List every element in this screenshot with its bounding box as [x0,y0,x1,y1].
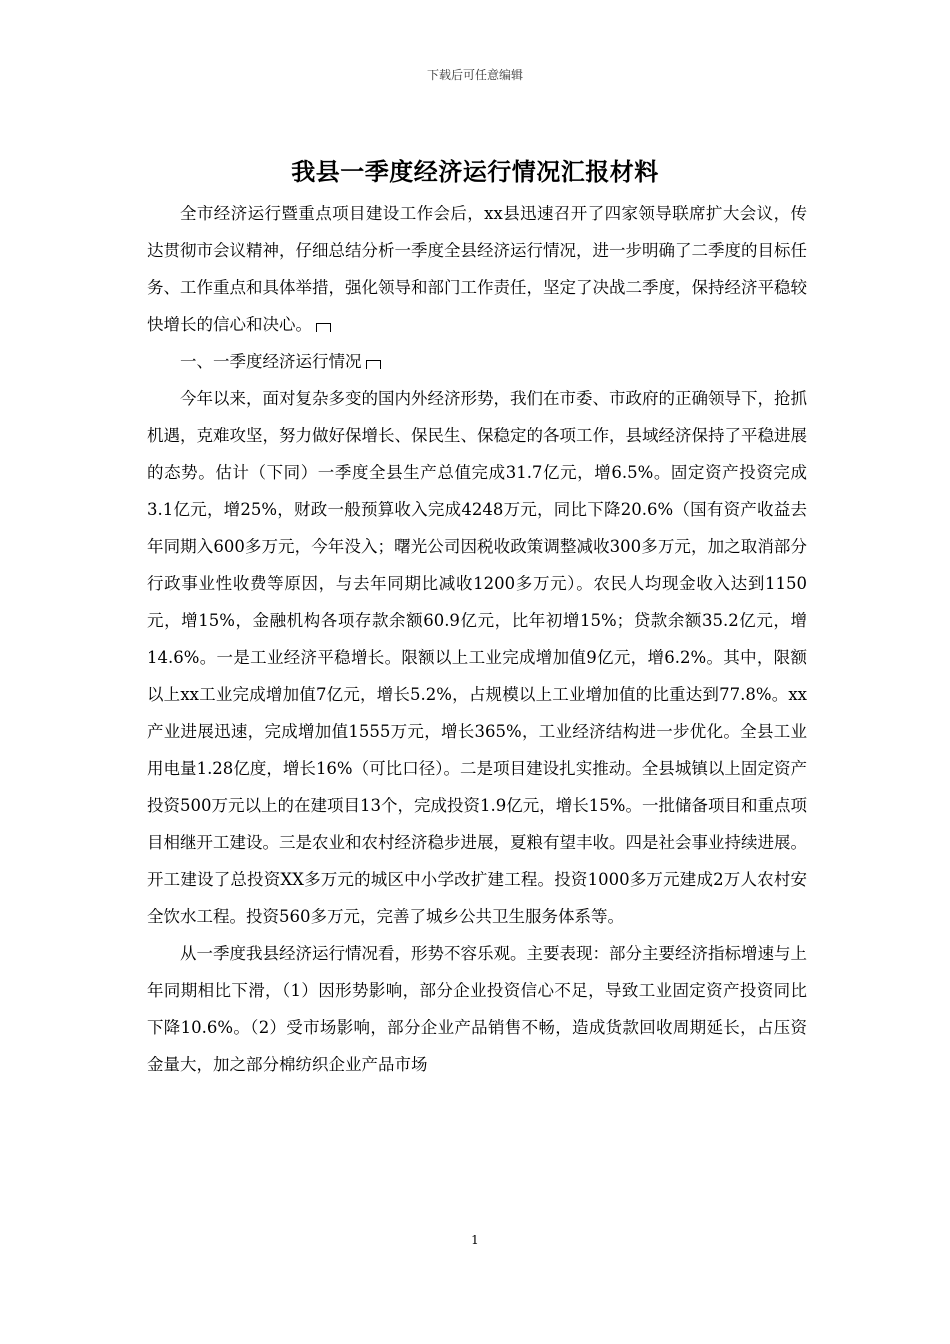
paragraph-mark-icon [366,360,381,369]
paragraph-mark-icon [316,323,331,332]
section-heading: 一、一季度经济运行情况 [147,343,807,380]
paragraph-intro: 全市经济运行暨重点项目建设工作会后，xx县迅速召开了四家领导联席扩大会议，传达贯彻市会议精神，仔细总结分析一季度全县经济运行情况，进一步明确了二季度的目标任务、工作重点和具体举措，强化领导和部门工作责任，坚定了决战二季度，保持经济平稳较快增长的信心和决心。 [147,204,807,334]
paragraph-economy: 今年以来，面对复杂多变的国内外经济形势，我们在市委、市政府的正确领导下，抢抓机遇，克难攻坚，努力做好保增长、保民生、保稳定的各项工作，县域经济保持了平稳进展的态势。估计（下同）一季度全县生产总值完成31.7亿元，增6.5%。固定资产投资完成3.1亿元，增25%，财政一般预算收入完成4248万元，同比下降20.6%（国有资产收益去年同期入600多万元，今年没入；曙光公司因税收政策调整减收300多万元，加之取消部分行政事业性收费等原因，与去年同期比减收1200多万元）。农民人均现金收入达到1150元，增15%，金融机构各项存款余额60.9亿元，比年初增15%；贷款余额35.2亿元，增14.6%。一是工业经济平稳增长。限额以上工业完成增加值9亿元，增6.2%。其中，限额以上xx工业完成增加值7亿元，增长5.2%，占规模以上工业增加值的比重达到77.8%。xx产业进展迅速，完成增加值1555万元，增长365%，工业经济结构进一步优化。全县工业用电量1.28亿度，增长16%（可比口径）。二是项目建设扎实推动。全县城镇以上固定资产投资500万元以上的在建项目13个，完成投资1.9亿元，增长15%。一批储备项目和重点项目相继开工建设。三是农业和农村经济稳步进展，夏粮有望丰收。四是社会事业持续进展。开工建设了总投资XX多万元的城区中小学改扩建工程。投资1000多万元建成2万人农村安全饮水工程。投资560多万元，完善了城乡公共卫生服务体系等。 [147,389,807,926]
document-title: 我县一季度经济运行情况汇报材料 [291,157,659,186]
paragraph-situation: 从一季度我县经济运行情况看，形势不容乐观。主要表现：部分主要经济指标增速与上年同期相比下滑，（1）因形势影响，部分企业投资信心不足，导致工业固定资产投资同比下降10.6%。（2）受市场影响，部分企业产品销售不畅，造成货款回收周期延长，占压资金量大，加之部分棉纺织企业产品市场 [147,944,807,1074]
page-number: 1 [471,1233,479,1247]
page-header: 下载后可任意编辑 [426,68,523,82]
document-body [147,195,807,1083]
